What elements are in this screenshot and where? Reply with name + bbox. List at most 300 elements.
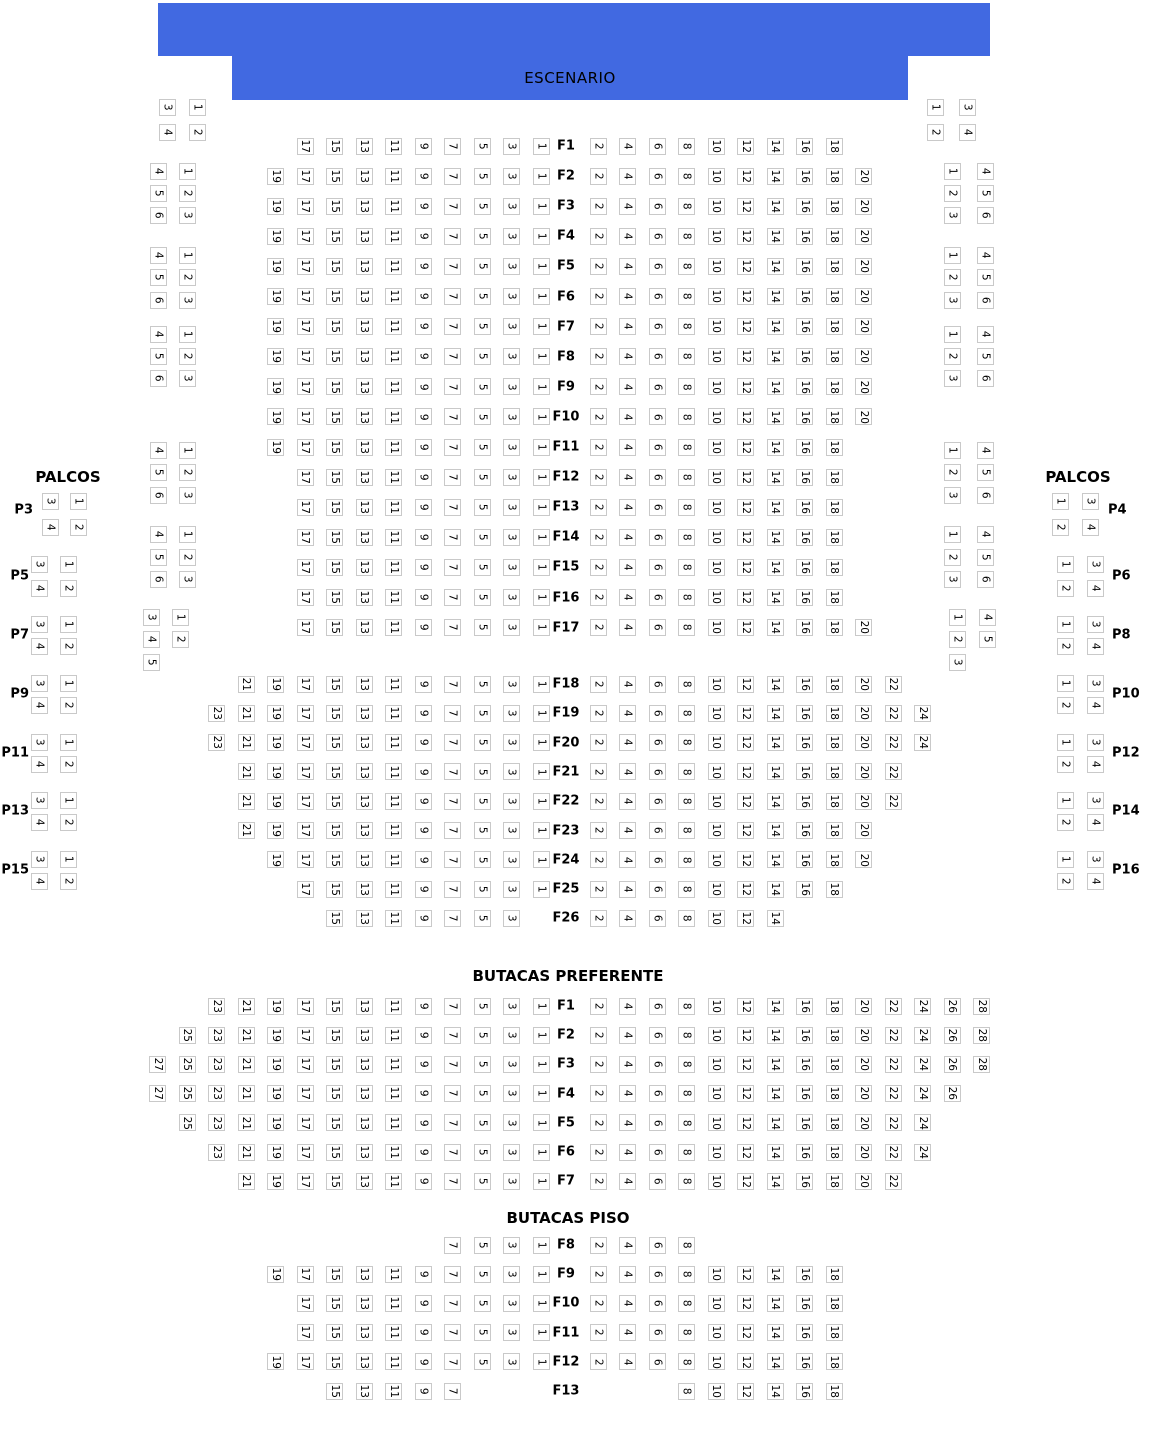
seat[interactable]: [826, 1173, 843, 1190]
seat[interactable]: [678, 439, 695, 456]
seat[interactable]: [944, 1085, 961, 1102]
seat[interactable]: [619, 168, 636, 185]
seat[interactable]: [179, 549, 196, 566]
seat[interactable]: [708, 499, 725, 516]
seat[interactable]: [737, 439, 754, 456]
seat[interactable]: [678, 589, 695, 606]
seat[interactable]: [326, 198, 343, 215]
seat[interactable]: [737, 619, 754, 636]
seat[interactable]: [444, 910, 461, 927]
seat[interactable]: [474, 138, 491, 155]
seat[interactable]: [385, 793, 402, 810]
seat[interactable]: [326, 1114, 343, 1131]
seat[interactable]: [297, 1114, 314, 1131]
seat[interactable]: [385, 529, 402, 546]
seat[interactable]: [885, 1114, 902, 1131]
seat[interactable]: [678, 559, 695, 576]
seat[interactable]: [737, 881, 754, 898]
seat[interactable]: [796, 822, 813, 839]
seat[interactable]: [474, 258, 491, 275]
seat[interactable]: [590, 378, 607, 395]
seat[interactable]: [297, 1324, 314, 1341]
seat[interactable]: [649, 822, 666, 839]
seat[interactable]: [737, 763, 754, 780]
seat[interactable]: [179, 571, 196, 588]
seat[interactable]: [326, 348, 343, 365]
seat[interactable]: [977, 348, 994, 365]
seat[interactable]: [826, 793, 843, 810]
seat[interactable]: [533, 408, 550, 425]
seat[interactable]: [767, 1324, 784, 1341]
seat[interactable]: [179, 269, 196, 286]
seat[interactable]: [590, 822, 607, 839]
seat[interactable]: [944, 326, 961, 343]
seat[interactable]: [267, 763, 284, 780]
seat[interactable]: [356, 793, 373, 810]
seat[interactable]: [737, 529, 754, 546]
seat[interactable]: [60, 556, 77, 573]
seat[interactable]: [1087, 792, 1104, 809]
seat[interactable]: [826, 705, 843, 722]
seat[interactable]: [326, 1144, 343, 1161]
seat[interactable]: [444, 228, 461, 245]
seat[interactable]: [619, 408, 636, 425]
seat[interactable]: [474, 228, 491, 245]
seat[interactable]: [737, 258, 754, 275]
seat[interactable]: [503, 318, 520, 335]
seat[interactable]: [977, 370, 994, 387]
seat[interactable]: [503, 910, 520, 927]
seat[interactable]: [444, 734, 461, 751]
seat[interactable]: [678, 1237, 695, 1254]
seat[interactable]: [60, 675, 77, 692]
seat[interactable]: [767, 998, 784, 1015]
seat[interactable]: [944, 348, 961, 365]
seat[interactable]: [855, 168, 872, 185]
seat[interactable]: [356, 851, 373, 868]
seat[interactable]: [1082, 493, 1099, 510]
seat[interactable]: [474, 1114, 491, 1131]
seat[interactable]: [796, 705, 813, 722]
seat[interactable]: [737, 910, 754, 927]
seat[interactable]: [385, 1295, 402, 1312]
seat[interactable]: [60, 697, 77, 714]
seat[interactable]: [619, 619, 636, 636]
seat[interactable]: [267, 998, 284, 1015]
seat[interactable]: [385, 198, 402, 215]
seat[interactable]: [826, 318, 843, 335]
seat[interactable]: [708, 1266, 725, 1283]
seat[interactable]: [914, 1144, 931, 1161]
seat[interactable]: [708, 288, 725, 305]
seat[interactable]: [297, 1266, 314, 1283]
seat[interactable]: [619, 1237, 636, 1254]
seat[interactable]: [767, 469, 784, 486]
seat[interactable]: [708, 676, 725, 693]
seat[interactable]: [60, 851, 77, 868]
seat[interactable]: [708, 705, 725, 722]
seat[interactable]: [855, 851, 872, 868]
seat[interactable]: [855, 258, 872, 275]
seat[interactable]: [356, 198, 373, 215]
seat[interactable]: [415, 881, 432, 898]
seat[interactable]: [208, 998, 225, 1015]
seat[interactable]: [385, 288, 402, 305]
seat[interactable]: [885, 1144, 902, 1161]
seat[interactable]: [619, 258, 636, 275]
seat[interactable]: [678, 1114, 695, 1131]
seat[interactable]: [444, 676, 461, 693]
seat[interactable]: [678, 763, 695, 780]
seat[interactable]: [385, 1383, 402, 1400]
seat[interactable]: [619, 439, 636, 456]
seat[interactable]: [385, 881, 402, 898]
seat[interactable]: [150, 185, 167, 202]
seat[interactable]: [796, 1383, 813, 1400]
seat[interactable]: [356, 469, 373, 486]
seat[interactable]: [885, 763, 902, 780]
seat[interactable]: [297, 258, 314, 275]
seat[interactable]: [385, 559, 402, 576]
seat[interactable]: [767, 1056, 784, 1073]
seat[interactable]: [503, 763, 520, 780]
seat[interactable]: [885, 998, 902, 1015]
seat[interactable]: [415, 734, 432, 751]
seat[interactable]: [826, 1353, 843, 1370]
seat[interactable]: [649, 1324, 666, 1341]
seat[interactable]: [60, 792, 77, 809]
seat[interactable]: [1057, 873, 1074, 890]
seat[interactable]: [678, 318, 695, 335]
seat[interactable]: [826, 676, 843, 693]
seat[interactable]: [767, 559, 784, 576]
seat[interactable]: [385, 439, 402, 456]
seat[interactable]: [737, 822, 754, 839]
seat[interactable]: [297, 1144, 314, 1161]
seat[interactable]: [826, 288, 843, 305]
seat[interactable]: [150, 464, 167, 481]
seat[interactable]: [415, 851, 432, 868]
seat[interactable]: [503, 529, 520, 546]
seat[interactable]: [415, 1114, 432, 1131]
seat[interactable]: [267, 705, 284, 722]
seat[interactable]: [796, 288, 813, 305]
seat[interactable]: [826, 851, 843, 868]
seat[interactable]: [1087, 734, 1104, 751]
seat[interactable]: [737, 1114, 754, 1131]
seat[interactable]: [297, 168, 314, 185]
seat[interactable]: [590, 1144, 607, 1161]
seat[interactable]: [737, 1295, 754, 1312]
seat[interactable]: [208, 734, 225, 751]
seat[interactable]: [590, 408, 607, 425]
seat[interactable]: [503, 1237, 520, 1254]
seat[interactable]: [590, 1056, 607, 1073]
seat[interactable]: [385, 619, 402, 636]
seat[interactable]: [678, 378, 695, 395]
seat[interactable]: [649, 851, 666, 868]
seat[interactable]: [356, 1324, 373, 1341]
seat[interactable]: [737, 589, 754, 606]
seat[interactable]: [172, 631, 189, 648]
seat[interactable]: [179, 1114, 196, 1131]
seat[interactable]: [949, 631, 966, 648]
seat[interactable]: [474, 822, 491, 839]
seat[interactable]: [590, 258, 607, 275]
seat[interactable]: [150, 163, 167, 180]
seat[interactable]: [179, 1027, 196, 1044]
seat[interactable]: [503, 378, 520, 395]
seat[interactable]: [356, 1353, 373, 1370]
seat[interactable]: [150, 526, 167, 543]
seat[interactable]: [326, 228, 343, 245]
seat[interactable]: [796, 763, 813, 780]
seat[interactable]: [238, 793, 255, 810]
seat[interactable]: [737, 168, 754, 185]
seat[interactable]: [356, 881, 373, 898]
seat[interactable]: [737, 138, 754, 155]
seat[interactable]: [326, 408, 343, 425]
seat[interactable]: [444, 1027, 461, 1044]
seat[interactable]: [619, 1295, 636, 1312]
seat[interactable]: [70, 493, 87, 510]
seat[interactable]: [503, 348, 520, 365]
seat[interactable]: [590, 228, 607, 245]
seat[interactable]: [444, 763, 461, 780]
seat[interactable]: [533, 1173, 550, 1190]
seat[interactable]: [1057, 616, 1074, 633]
seat[interactable]: [944, 1027, 961, 1044]
seat[interactable]: [885, 793, 902, 810]
seat[interactable]: [619, 1324, 636, 1341]
seat[interactable]: [855, 348, 872, 365]
seat[interactable]: [708, 589, 725, 606]
seat[interactable]: [238, 822, 255, 839]
seat[interactable]: [267, 1266, 284, 1283]
seat[interactable]: [590, 705, 607, 722]
seat[interactable]: [979, 631, 996, 648]
seat[interactable]: [796, 499, 813, 516]
seat[interactable]: [474, 1085, 491, 1102]
seat[interactable]: [855, 1085, 872, 1102]
seat[interactable]: [385, 318, 402, 335]
seat[interactable]: [208, 1056, 225, 1073]
seat[interactable]: [649, 348, 666, 365]
seat[interactable]: [150, 370, 167, 387]
seat[interactable]: [678, 1353, 695, 1370]
seat[interactable]: [708, 1114, 725, 1131]
seat[interactable]: [619, 851, 636, 868]
seat[interactable]: [503, 1085, 520, 1102]
seat[interactable]: [60, 873, 77, 890]
seat[interactable]: [678, 851, 695, 868]
seat[interactable]: [297, 619, 314, 636]
seat[interactable]: [885, 734, 902, 751]
seat[interactable]: [533, 1353, 550, 1370]
seat[interactable]: [678, 168, 695, 185]
seat[interactable]: [977, 526, 994, 543]
seat[interactable]: [356, 1383, 373, 1400]
seat[interactable]: [503, 1266, 520, 1283]
seat[interactable]: [649, 881, 666, 898]
seat[interactable]: [767, 1295, 784, 1312]
seat[interactable]: [796, 559, 813, 576]
seat[interactable]: [150, 269, 167, 286]
seat[interactable]: [678, 1295, 695, 1312]
seat[interactable]: [619, 378, 636, 395]
seat[interactable]: [444, 1085, 461, 1102]
seat[interactable]: [326, 1085, 343, 1102]
seat[interactable]: [649, 1027, 666, 1044]
seat[interactable]: [326, 1353, 343, 1370]
seat[interactable]: [973, 1056, 990, 1073]
seat[interactable]: [533, 881, 550, 898]
seat[interactable]: [590, 734, 607, 751]
seat[interactable]: [356, 258, 373, 275]
seat[interactable]: [590, 318, 607, 335]
seat[interactable]: [619, 318, 636, 335]
seat[interactable]: [474, 881, 491, 898]
seat[interactable]: [267, 1173, 284, 1190]
seat[interactable]: [474, 499, 491, 516]
seat[interactable]: [208, 1144, 225, 1161]
seat[interactable]: [444, 619, 461, 636]
seat[interactable]: [267, 1085, 284, 1102]
seat[interactable]: [297, 288, 314, 305]
seat[interactable]: [415, 589, 432, 606]
seat[interactable]: [590, 198, 607, 215]
seat[interactable]: [474, 1324, 491, 1341]
seat[interactable]: [767, 258, 784, 275]
seat[interactable]: [415, 1266, 432, 1283]
seat[interactable]: [619, 1114, 636, 1131]
seat[interactable]: [444, 499, 461, 516]
seat[interactable]: [356, 408, 373, 425]
seat[interactable]: [385, 469, 402, 486]
seat[interactable]: [855, 1056, 872, 1073]
seat[interactable]: [767, 676, 784, 693]
seat[interactable]: [356, 228, 373, 245]
seat[interactable]: [737, 1266, 754, 1283]
seat[interactable]: [1087, 756, 1104, 773]
seat[interactable]: [415, 763, 432, 780]
seat[interactable]: [474, 1173, 491, 1190]
seat[interactable]: [533, 288, 550, 305]
seat[interactable]: [208, 1114, 225, 1131]
seat[interactable]: [1057, 556, 1074, 573]
seat[interactable]: [533, 499, 550, 516]
seat[interactable]: [31, 734, 48, 751]
seat[interactable]: [767, 589, 784, 606]
seat[interactable]: [826, 408, 843, 425]
seat[interactable]: [444, 851, 461, 868]
seat[interactable]: [590, 138, 607, 155]
seat[interactable]: [767, 288, 784, 305]
seat[interactable]: [767, 619, 784, 636]
seat[interactable]: [737, 348, 754, 365]
seat[interactable]: [914, 705, 931, 722]
seat[interactable]: [737, 288, 754, 305]
seat[interactable]: [385, 258, 402, 275]
seat[interactable]: [590, 348, 607, 365]
seat[interactable]: [590, 619, 607, 636]
seat[interactable]: [444, 1324, 461, 1341]
seat[interactable]: [474, 348, 491, 365]
seat[interactable]: [708, 1144, 725, 1161]
seat[interactable]: [267, 1114, 284, 1131]
seat[interactable]: [737, 408, 754, 425]
seat[interactable]: [767, 910, 784, 927]
seat[interactable]: [503, 439, 520, 456]
seat[interactable]: [590, 910, 607, 927]
seat[interactable]: [179, 370, 196, 387]
seat[interactable]: [826, 1027, 843, 1044]
seat[interactable]: [356, 910, 373, 927]
seat[interactable]: [385, 408, 402, 425]
seat[interactable]: [737, 1056, 754, 1073]
seat[interactable]: [356, 619, 373, 636]
seat[interactable]: [503, 822, 520, 839]
seat[interactable]: [179, 163, 196, 180]
seat[interactable]: [533, 198, 550, 215]
seat[interactable]: [796, 258, 813, 275]
seat[interactable]: [503, 198, 520, 215]
seat[interactable]: [796, 589, 813, 606]
seat[interactable]: [503, 168, 520, 185]
seat[interactable]: [619, 559, 636, 576]
seat[interactable]: [944, 207, 961, 224]
seat[interactable]: [619, 1266, 636, 1283]
seat[interactable]: [619, 910, 636, 927]
seat[interactable]: [737, 1353, 754, 1370]
seat[interactable]: [708, 998, 725, 1015]
seat[interactable]: [356, 705, 373, 722]
seat[interactable]: [474, 1056, 491, 1073]
seat[interactable]: [767, 1144, 784, 1161]
seat[interactable]: [1057, 792, 1074, 809]
seat[interactable]: [855, 288, 872, 305]
seat[interactable]: [678, 1027, 695, 1044]
seat[interactable]: [796, 408, 813, 425]
seat[interactable]: [678, 822, 695, 839]
seat[interactable]: [326, 822, 343, 839]
seat[interactable]: [1087, 556, 1104, 573]
seat[interactable]: [944, 163, 961, 180]
seat[interactable]: [796, 1027, 813, 1044]
seat[interactable]: [1057, 814, 1074, 831]
seat[interactable]: [474, 1353, 491, 1370]
seat[interactable]: [179, 442, 196, 459]
seat[interactable]: [444, 318, 461, 335]
seat[interactable]: [649, 619, 666, 636]
seat[interactable]: [590, 469, 607, 486]
seat[interactable]: [267, 1353, 284, 1370]
seat[interactable]: [356, 1173, 373, 1190]
seat[interactable]: [826, 1266, 843, 1283]
seat[interactable]: [533, 1237, 550, 1254]
seat[interactable]: [60, 734, 77, 751]
seat[interactable]: [796, 619, 813, 636]
seat[interactable]: [503, 589, 520, 606]
seat[interactable]: [533, 763, 550, 780]
seat[interactable]: [238, 763, 255, 780]
seat[interactable]: [415, 1027, 432, 1044]
seat[interactable]: [708, 910, 725, 927]
seat[interactable]: [708, 1295, 725, 1312]
seat[interactable]: [885, 1027, 902, 1044]
seat[interactable]: [708, 378, 725, 395]
seat[interactable]: [737, 1085, 754, 1102]
